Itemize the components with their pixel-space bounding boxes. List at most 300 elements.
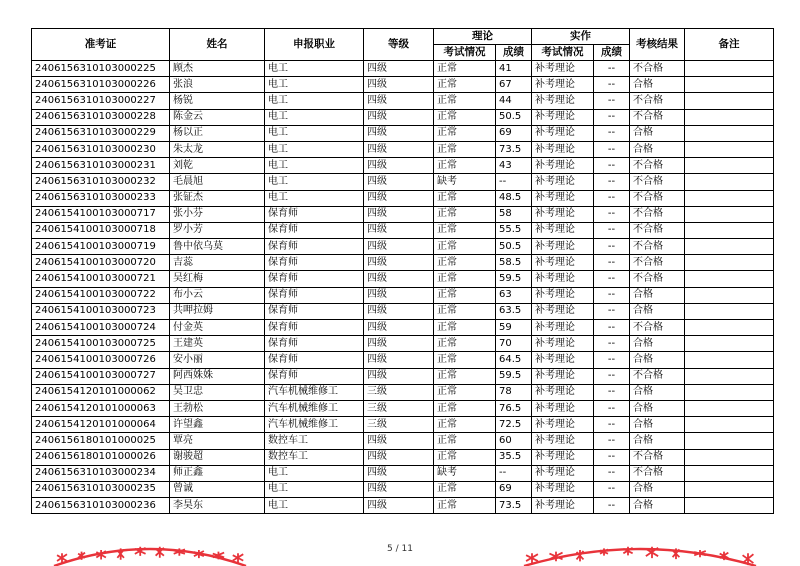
table-row	[32, 498, 774, 514]
cell-remark	[685, 190, 774, 206]
cell-theory-status: 正常	[434, 109, 496, 125]
cell-exam-id: 2406156310103000230	[32, 141, 170, 157]
cell-occupation: 电工	[265, 190, 364, 206]
cell-name: 曾诚	[170, 481, 265, 497]
cell-result: 合格	[630, 498, 685, 514]
cell-theory-score: 76.5	[496, 400, 532, 416]
cell-theory-status: 正常	[434, 449, 496, 465]
cell-practice-status: 补考理论	[532, 77, 594, 93]
cell-exam-id: 2406154100103000717	[32, 206, 170, 222]
cell-exam-id: 2406156310103000229	[32, 125, 170, 141]
cell-name: 吴卫忠	[170, 384, 265, 400]
cell-exam-id: 2406156310103000227	[32, 93, 170, 109]
cell-practice-score: --	[594, 287, 630, 303]
cell-level: 四级	[364, 222, 434, 238]
cell-exam-id: 2406156310103000225	[32, 61, 170, 77]
cell-name: 李昊东	[170, 498, 265, 514]
cell-practice-score: --	[594, 481, 630, 497]
cell-theory-score: 73.5	[496, 141, 532, 157]
cell-name: 顾杰	[170, 61, 265, 77]
header-theory-score: 成绩	[496, 45, 532, 61]
cell-occupation: 电工	[265, 498, 364, 514]
cell-result: 合格	[630, 433, 685, 449]
cell-remark	[685, 465, 774, 481]
cell-theory-status: 正常	[434, 61, 496, 77]
cell-level: 四级	[364, 287, 434, 303]
cell-occupation: 数控车工	[265, 449, 364, 465]
header-practice-score: 成绩	[594, 45, 630, 61]
cell-practice-status: 补考理论	[532, 287, 594, 303]
cell-theory-score: 63.5	[496, 303, 532, 319]
cell-remark	[685, 449, 774, 465]
cell-level: 四级	[364, 158, 434, 174]
cell-occupation: 电工	[265, 77, 364, 93]
cell-practice-status: 补考理论	[532, 368, 594, 384]
table-row	[32, 239, 774, 255]
cell-practice-status: 补考理论	[532, 433, 594, 449]
cell-result: 合格	[630, 417, 685, 433]
cell-practice-status: 补考理论	[532, 109, 594, 125]
cell-exam-id: 2406154100103000727	[32, 368, 170, 384]
cell-remark	[685, 303, 774, 319]
cell-level: 四级	[364, 271, 434, 287]
cell-remark	[685, 255, 774, 271]
cell-practice-status: 补考理论	[532, 449, 594, 465]
cell-theory-status: 正常	[434, 303, 496, 319]
cell-remark	[685, 433, 774, 449]
cell-occupation: 保育师	[265, 271, 364, 287]
cell-exam-id: 2406154100103000724	[32, 320, 170, 336]
cell-result: 不合格	[630, 206, 685, 222]
cell-result: 不合格	[630, 109, 685, 125]
cell-practice-status: 补考理论	[532, 190, 594, 206]
cell-theory-score: 58.5	[496, 255, 532, 271]
cell-remark	[685, 400, 774, 416]
cell-exam-id: 2406156310103000232	[32, 174, 170, 190]
cell-theory-status: 正常	[434, 417, 496, 433]
cell-level: 四级	[364, 465, 434, 481]
cell-name: 付金英	[170, 320, 265, 336]
cell-remark	[685, 336, 774, 352]
cell-result: 不合格	[630, 190, 685, 206]
cell-result: 合格	[630, 400, 685, 416]
cell-name: 毛晨旭	[170, 174, 265, 190]
table-row	[32, 433, 774, 449]
header-practice: 实作	[532, 29, 630, 45]
cell-result: 合格	[630, 384, 685, 400]
cell-theory-status: 正常	[434, 400, 496, 416]
table-row	[32, 384, 774, 400]
cell-practice-status: 补考理论	[532, 320, 594, 336]
cell-name: 吉蕊	[170, 255, 265, 271]
table-row	[32, 449, 774, 465]
cell-theory-score: 69	[496, 125, 532, 141]
cell-occupation: 保育师	[265, 239, 364, 255]
cell-name: 罗小芳	[170, 222, 265, 238]
header-practice-status: 考试情况	[532, 45, 594, 61]
cell-level: 四级	[364, 433, 434, 449]
cell-practice-status: 补考理论	[532, 158, 594, 174]
cell-theory-status: 正常	[434, 481, 496, 497]
cell-level: 四级	[364, 352, 434, 368]
cell-level: 四级	[364, 481, 434, 497]
cell-remark	[685, 174, 774, 190]
cell-remark	[685, 158, 774, 174]
cell-exam-id: 2406156310103000236	[32, 498, 170, 514]
cell-practice-score: --	[594, 125, 630, 141]
cell-exam-id: 2406154120101000063	[32, 400, 170, 416]
cell-occupation: 保育师	[265, 206, 364, 222]
header-theory-status: 考试情况	[434, 45, 496, 61]
cell-theory-status: 正常	[434, 206, 496, 222]
cell-remark	[685, 481, 774, 497]
table-row	[32, 400, 774, 416]
cell-remark	[685, 109, 774, 125]
cell-occupation: 保育师	[265, 222, 364, 238]
cell-remark	[685, 417, 774, 433]
cell-practice-score: --	[594, 465, 630, 481]
cell-level: 四级	[364, 498, 434, 514]
cell-result: 不合格	[630, 61, 685, 77]
table-row	[32, 77, 774, 93]
cell-exam-id: 2406156310103000233	[32, 190, 170, 206]
cell-name: 许望鑫	[170, 417, 265, 433]
cell-practice-score: --	[594, 320, 630, 336]
cell-result: 合格	[630, 141, 685, 157]
cell-result: 不合格	[630, 174, 685, 190]
cell-remark	[685, 61, 774, 77]
cell-level: 三级	[364, 400, 434, 416]
cell-practice-status: 补考理论	[532, 93, 594, 109]
header-exam-id: 准考证	[32, 29, 170, 61]
cell-level: 四级	[364, 303, 434, 319]
cell-theory-score: 41	[496, 61, 532, 77]
cell-theory-score: 73.5	[496, 498, 532, 514]
table-row	[32, 158, 774, 174]
cell-occupation: 数控车工	[265, 433, 364, 449]
cell-result: 不合格	[630, 465, 685, 481]
cell-practice-score: --	[594, 61, 630, 77]
cell-level: 四级	[364, 190, 434, 206]
cell-practice-score: --	[594, 384, 630, 400]
cell-theory-status: 正常	[434, 498, 496, 514]
cell-practice-score: --	[594, 255, 630, 271]
cell-occupation: 电工	[265, 158, 364, 174]
table-row	[32, 352, 774, 368]
cell-exam-id: 2406154100103000722	[32, 287, 170, 303]
table-row	[32, 368, 774, 384]
table-body	[32, 61, 774, 514]
cell-practice-score: --	[594, 498, 630, 514]
cell-practice-status: 补考理论	[532, 61, 594, 77]
cell-theory-status: 正常	[434, 433, 496, 449]
page-number: 5 / 11	[387, 544, 413, 554]
table-row	[32, 336, 774, 352]
cell-practice-status: 补考理论	[532, 400, 594, 416]
cell-name: 阿西姝姝	[170, 368, 265, 384]
table-row	[32, 303, 774, 319]
cell-theory-score: 48.5	[496, 190, 532, 206]
cell-practice-status: 补考理论	[532, 239, 594, 255]
cell-level: 四级	[364, 239, 434, 255]
cell-practice-score: --	[594, 109, 630, 125]
cell-name: 安小丽	[170, 352, 265, 368]
cell-occupation: 电工	[265, 125, 364, 141]
cell-practice-score: --	[594, 222, 630, 238]
cell-practice-score: --	[594, 336, 630, 352]
cell-theory-status: 正常	[434, 352, 496, 368]
cell-occupation: 保育师	[265, 287, 364, 303]
cell-practice-score: --	[594, 433, 630, 449]
cell-occupation: 电工	[265, 141, 364, 157]
cell-practice-status: 补考理论	[532, 255, 594, 271]
cell-practice-score: --	[594, 271, 630, 287]
header-level: 等级	[364, 29, 434, 61]
cell-theory-status: 正常	[434, 320, 496, 336]
cell-theory-status: 正常	[434, 190, 496, 206]
cell-remark	[685, 77, 774, 93]
cell-theory-score: 72.5	[496, 417, 532, 433]
cell-practice-score: --	[594, 303, 630, 319]
cell-practice-score: --	[594, 400, 630, 416]
cell-theory-score: 59.5	[496, 271, 532, 287]
cell-level: 四级	[364, 255, 434, 271]
cell-practice-status: 补考理论	[532, 222, 594, 238]
header-result: 考核结果	[630, 29, 685, 61]
cell-theory-score: 59.5	[496, 368, 532, 384]
cell-theory-status: 正常	[434, 239, 496, 255]
cell-occupation: 汽车机械维修工	[265, 400, 364, 416]
cell-occupation: 保育师	[265, 368, 364, 384]
cell-occupation: 保育师	[265, 336, 364, 352]
cell-practice-status: 补考理论	[532, 174, 594, 190]
cell-theory-score: 44	[496, 93, 532, 109]
cell-occupation: 汽车机械维修工	[265, 384, 364, 400]
cell-theory-status: 缺考	[434, 174, 496, 190]
results-table	[31, 28, 774, 514]
cell-theory-score: 35.5	[496, 449, 532, 465]
cell-result: 不合格	[630, 449, 685, 465]
cell-theory-score: 43	[496, 158, 532, 174]
cell-practice-status: 补考理论	[532, 141, 594, 157]
cell-exam-id: 2406156180101000025	[32, 433, 170, 449]
cell-theory-status: 正常	[434, 93, 496, 109]
cell-result: 合格	[630, 287, 685, 303]
cell-result: 不合格	[630, 368, 685, 384]
cell-theory-status: 正常	[434, 77, 496, 93]
cell-theory-score: 50.5	[496, 109, 532, 125]
cell-exam-id: 2406154100103000720	[32, 255, 170, 271]
cell-exam-id: 2406154100103000723	[32, 303, 170, 319]
cell-level: 四级	[364, 174, 434, 190]
cell-practice-score: --	[594, 190, 630, 206]
cell-theory-score: 63	[496, 287, 532, 303]
cell-occupation: 电工	[265, 465, 364, 481]
cell-name: 王勃松	[170, 400, 265, 416]
cell-name: 张浪	[170, 77, 265, 93]
cell-name: 覃亮	[170, 433, 265, 449]
header-theory: 理论	[434, 29, 532, 45]
table-row	[32, 465, 774, 481]
cell-name: 张钲杰	[170, 190, 265, 206]
cell-result: 合格	[630, 303, 685, 319]
cell-theory-score: 78	[496, 384, 532, 400]
cell-remark	[685, 239, 774, 255]
cell-name: 张小芬	[170, 206, 265, 222]
cell-theory-status: 正常	[434, 336, 496, 352]
cell-practice-score: --	[594, 77, 630, 93]
cell-exam-id: 2406154100103000725	[32, 336, 170, 352]
cell-occupation: 电工	[265, 109, 364, 125]
cell-result: 不合格	[630, 320, 685, 336]
cell-theory-score: 64.5	[496, 352, 532, 368]
cell-exam-id: 2406156310103000235	[32, 481, 170, 497]
cell-theory-score: --	[496, 465, 532, 481]
cell-level: 四级	[364, 77, 434, 93]
cell-practice-status: 补考理论	[532, 417, 594, 433]
cell-level: 四级	[364, 125, 434, 141]
cell-exam-id: 2406156310103000226	[32, 77, 170, 93]
cell-occupation: 电工	[265, 61, 364, 77]
cell-remark	[685, 287, 774, 303]
cell-theory-score: 70	[496, 336, 532, 352]
cell-theory-score: 69	[496, 481, 532, 497]
cell-theory-status: 正常	[434, 125, 496, 141]
table-row	[32, 271, 774, 287]
cell-exam-id: 2406154100103000726	[32, 352, 170, 368]
cell-practice-score: --	[594, 93, 630, 109]
cell-practice-status: 补考理论	[532, 303, 594, 319]
cell-name: 朱太龙	[170, 141, 265, 157]
cell-result: 不合格	[630, 158, 685, 174]
table-row	[32, 255, 774, 271]
cell-practice-score: --	[594, 352, 630, 368]
cell-name: 共呷拉姆	[170, 303, 265, 319]
cell-practice-status: 补考理论	[532, 498, 594, 514]
cell-name: 师正鑫	[170, 465, 265, 481]
cell-remark	[685, 125, 774, 141]
table-row	[32, 481, 774, 497]
cell-result: 合格	[630, 336, 685, 352]
table-row	[32, 287, 774, 303]
cell-theory-score: 58	[496, 206, 532, 222]
cell-occupation: 保育师	[265, 320, 364, 336]
cell-name: 刘乾	[170, 158, 265, 174]
cell-practice-score: --	[594, 174, 630, 190]
table-row	[32, 109, 774, 125]
table-row	[32, 206, 774, 222]
cell-name: 吴红梅	[170, 271, 265, 287]
header-remark: 备注	[685, 29, 774, 61]
cell-practice-score: --	[594, 368, 630, 384]
cell-name: 陈金云	[170, 109, 265, 125]
cell-result: 不合格	[630, 239, 685, 255]
cell-exam-id: 2406154120101000062	[32, 384, 170, 400]
cell-remark	[685, 368, 774, 384]
cell-exam-id: 2406154120101000064	[32, 417, 170, 433]
cell-remark	[685, 498, 774, 514]
cell-practice-score: --	[594, 206, 630, 222]
cell-level: 四级	[364, 93, 434, 109]
cell-practice-score: --	[594, 417, 630, 433]
cell-practice-status: 补考理论	[532, 336, 594, 352]
cell-practice-score: --	[594, 449, 630, 465]
cell-remark	[685, 141, 774, 157]
cell-occupation: 电工	[265, 481, 364, 497]
cell-theory-status: 正常	[434, 271, 496, 287]
cell-theory-status: 正常	[434, 384, 496, 400]
cell-level: 三级	[364, 417, 434, 433]
cell-occupation: 保育师	[265, 255, 364, 271]
cell-practice-score: --	[594, 158, 630, 174]
table-row	[32, 174, 774, 190]
table-row	[32, 222, 774, 238]
cell-theory-status: 正常	[434, 368, 496, 384]
cell-theory-status: 正常	[434, 287, 496, 303]
cell-exam-id: 2406154100103000718	[32, 222, 170, 238]
cell-result: 合格	[630, 352, 685, 368]
cell-remark	[685, 93, 774, 109]
cell-remark	[685, 222, 774, 238]
cell-theory-status: 正常	[434, 141, 496, 157]
cell-result: 不合格	[630, 93, 685, 109]
cell-name: 杨锐	[170, 93, 265, 109]
cell-theory-status: 缺考	[434, 465, 496, 481]
table-row	[32, 125, 774, 141]
cell-remark	[685, 320, 774, 336]
table-row	[32, 190, 774, 206]
table-header	[32, 29, 774, 61]
cell-practice-status: 补考理论	[532, 481, 594, 497]
table-row	[32, 417, 774, 433]
cell-name: 王建英	[170, 336, 265, 352]
cell-result: 合格	[630, 481, 685, 497]
cell-exam-id: 2406156310103000228	[32, 109, 170, 125]
header-name: 姓名	[170, 29, 265, 61]
cell-name: 杨以正	[170, 125, 265, 141]
cell-practice-score: --	[594, 239, 630, 255]
cell-name: 布小云	[170, 287, 265, 303]
cell-level: 三级	[364, 384, 434, 400]
cell-theory-score: 50.5	[496, 239, 532, 255]
cell-remark	[685, 352, 774, 368]
cell-practice-status: 补考理论	[532, 465, 594, 481]
cell-theory-score: 55.5	[496, 222, 532, 238]
cell-theory-score: 67	[496, 77, 532, 93]
cell-level: 四级	[364, 206, 434, 222]
cell-occupation: 保育师	[265, 352, 364, 368]
cell-exam-id: 2406154100103000721	[32, 271, 170, 287]
cell-result: 不合格	[630, 271, 685, 287]
cell-exam-id: 2406154100103000719	[32, 239, 170, 255]
cell-result: 合格	[630, 77, 685, 93]
cell-exam-id: 2406156310103000231	[32, 158, 170, 174]
cell-theory-status: 正常	[434, 222, 496, 238]
table-row	[32, 61, 774, 77]
cell-result: 不合格	[630, 255, 685, 271]
cell-exam-id: 2406156310103000234	[32, 465, 170, 481]
cell-practice-status: 补考理论	[532, 352, 594, 368]
cell-level: 四级	[364, 368, 434, 384]
header-occupation: 申报职业	[265, 29, 364, 61]
cell-name: 谢骏超	[170, 449, 265, 465]
cell-remark	[685, 384, 774, 400]
cell-theory-status: 正常	[434, 255, 496, 271]
cell-result: 不合格	[630, 222, 685, 238]
cell-level: 四级	[364, 61, 434, 77]
cell-practice-status: 补考理论	[532, 125, 594, 141]
cell-theory-score: --	[496, 174, 532, 190]
